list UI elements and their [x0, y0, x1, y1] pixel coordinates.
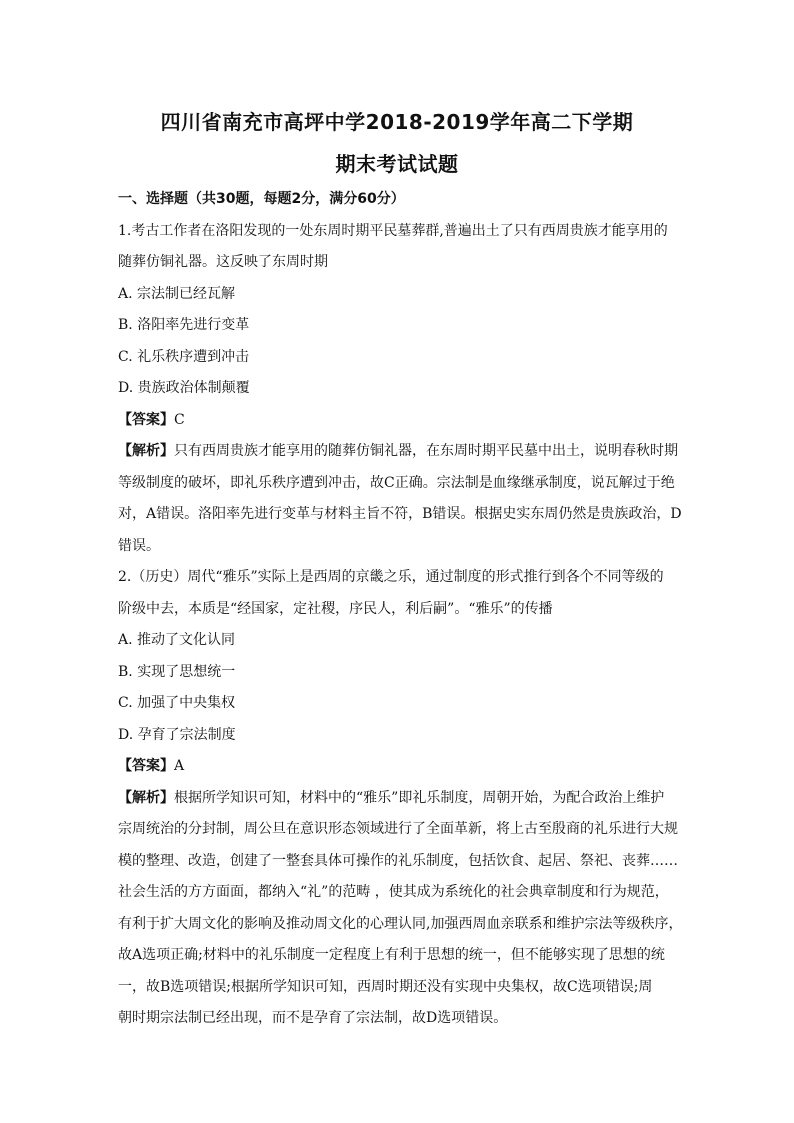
- answer-value: C: [174, 411, 185, 428]
- question-stem-line: 随葬仿铜礼器。这反映了东周时期: [118, 254, 328, 270]
- answer-label: 【答案】: [118, 758, 174, 774]
- document-title-line2: 期末考试试题: [335, 152, 459, 176]
- option-a: A. 推动了文化认同: [118, 632, 236, 648]
- analysis-line: 错误。: [118, 537, 160, 554]
- analysis-text: 只有西周贵族才能享用的随葬仿铜礼器，在东周时期平民墓中出土，说明春秋时期: [174, 443, 678, 459]
- answer-label: 【答案】: [118, 411, 174, 428]
- question-stem-line: 1.考古工作者在洛阳发现的一处东周时期平民墓葬群,普遍出土了只有西周贵族才能享用的: [118, 222, 668, 239]
- analysis-line: 朝时期宗法制已经出现，而不是孕育了宗法制，故D选项错误。: [118, 1010, 508, 1026]
- answer-line: [118, 405, 684, 437]
- question-2: [118, 562, 684, 1035]
- analysis-line: [118, 783, 684, 815]
- question-1: [118, 216, 684, 563]
- analysis-line: 故A选项正确;材料中的礼乐制度一定程度上有利于思想的统一，但不能够实现了思想的统: [118, 947, 665, 963]
- section-heading: 一、选择题（共30题，每题2分，满分60分）: [118, 191, 405, 207]
- analysis-line: 等级制度的破坏，即礼乐秩序遭到冲击，故C正确。宗法制是血缘继承制度，说瓦解过于绝: [118, 474, 675, 491]
- document-title-line1: 四川省南充市高坪中学2018-2019学年高二下学期: [160, 110, 634, 134]
- analysis-label: 【解析】: [118, 789, 174, 806]
- analysis-label: 【解析】: [118, 443, 174, 459]
- option-a: A. 宗法制已经瓦解: [118, 285, 236, 302]
- analysis-line: 宗周统治的分封制，周公旦在意识形态领域进行了全面革新，将上古至殷商的礼乐进行大规: [118, 821, 678, 837]
- option-d: D. 孕育了宗法制度: [118, 726, 236, 743]
- option-c: C. 加强了中央集权: [118, 695, 236, 711]
- analysis-line: 有利于扩大周文化的影响及推动周文化的心理认同,加强西周血亲联系和维护宗法等级秩序，: [118, 915, 683, 932]
- analysis-text: 根据所学知识可知，材料中的“雅乐”即礼乐制度，周朝开始，为配合政治上维护: [174, 789, 665, 806]
- option-c: C. 礼乐秩序遭到冲击: [118, 348, 250, 365]
- answer-line: [118, 751, 684, 783]
- analysis-line: 模的整理、改造，创建了一整套具体可操作的礼乐制度，包括饮食、起居、祭祀、丧葬……: [118, 852, 678, 869]
- option-b: B. 实现了思想统一: [118, 663, 236, 680]
- question-stem-line: 2.（历史）周代“雅乐”实际上是西周的京畿之乐，通过制度的形式推行到各个不同等级的: [118, 569, 664, 585]
- analysis-line: [118, 436, 684, 468]
- analysis-line: 社会生活的方方面面，都纳入“礼”的范畴 ，使其成为系统化的社会典章制度和行为规范，: [118, 884, 669, 900]
- answer-value: A: [174, 758, 185, 774]
- document-body: [118, 184, 684, 1035]
- option-d: D. 贵族政治体制颠覆: [118, 380, 250, 396]
- question-stem-line: 阶级中去，本质是“经国家，定社稷，序民人，利后嗣”。“雅乐”的传播: [118, 600, 553, 617]
- analysis-line: 一，故B选项错误;根据所学知识可知，西周时期还没有实现中央集权，故C选项错误;周: [118, 978, 653, 995]
- analysis-line: 对，A错误。洛阳率先进行变革与材料主旨不符，B错误。根据史实东周仍然是贵族政治，D: [118, 506, 682, 522]
- option-b: B. 洛阳率先进行变革: [118, 317, 250, 333]
